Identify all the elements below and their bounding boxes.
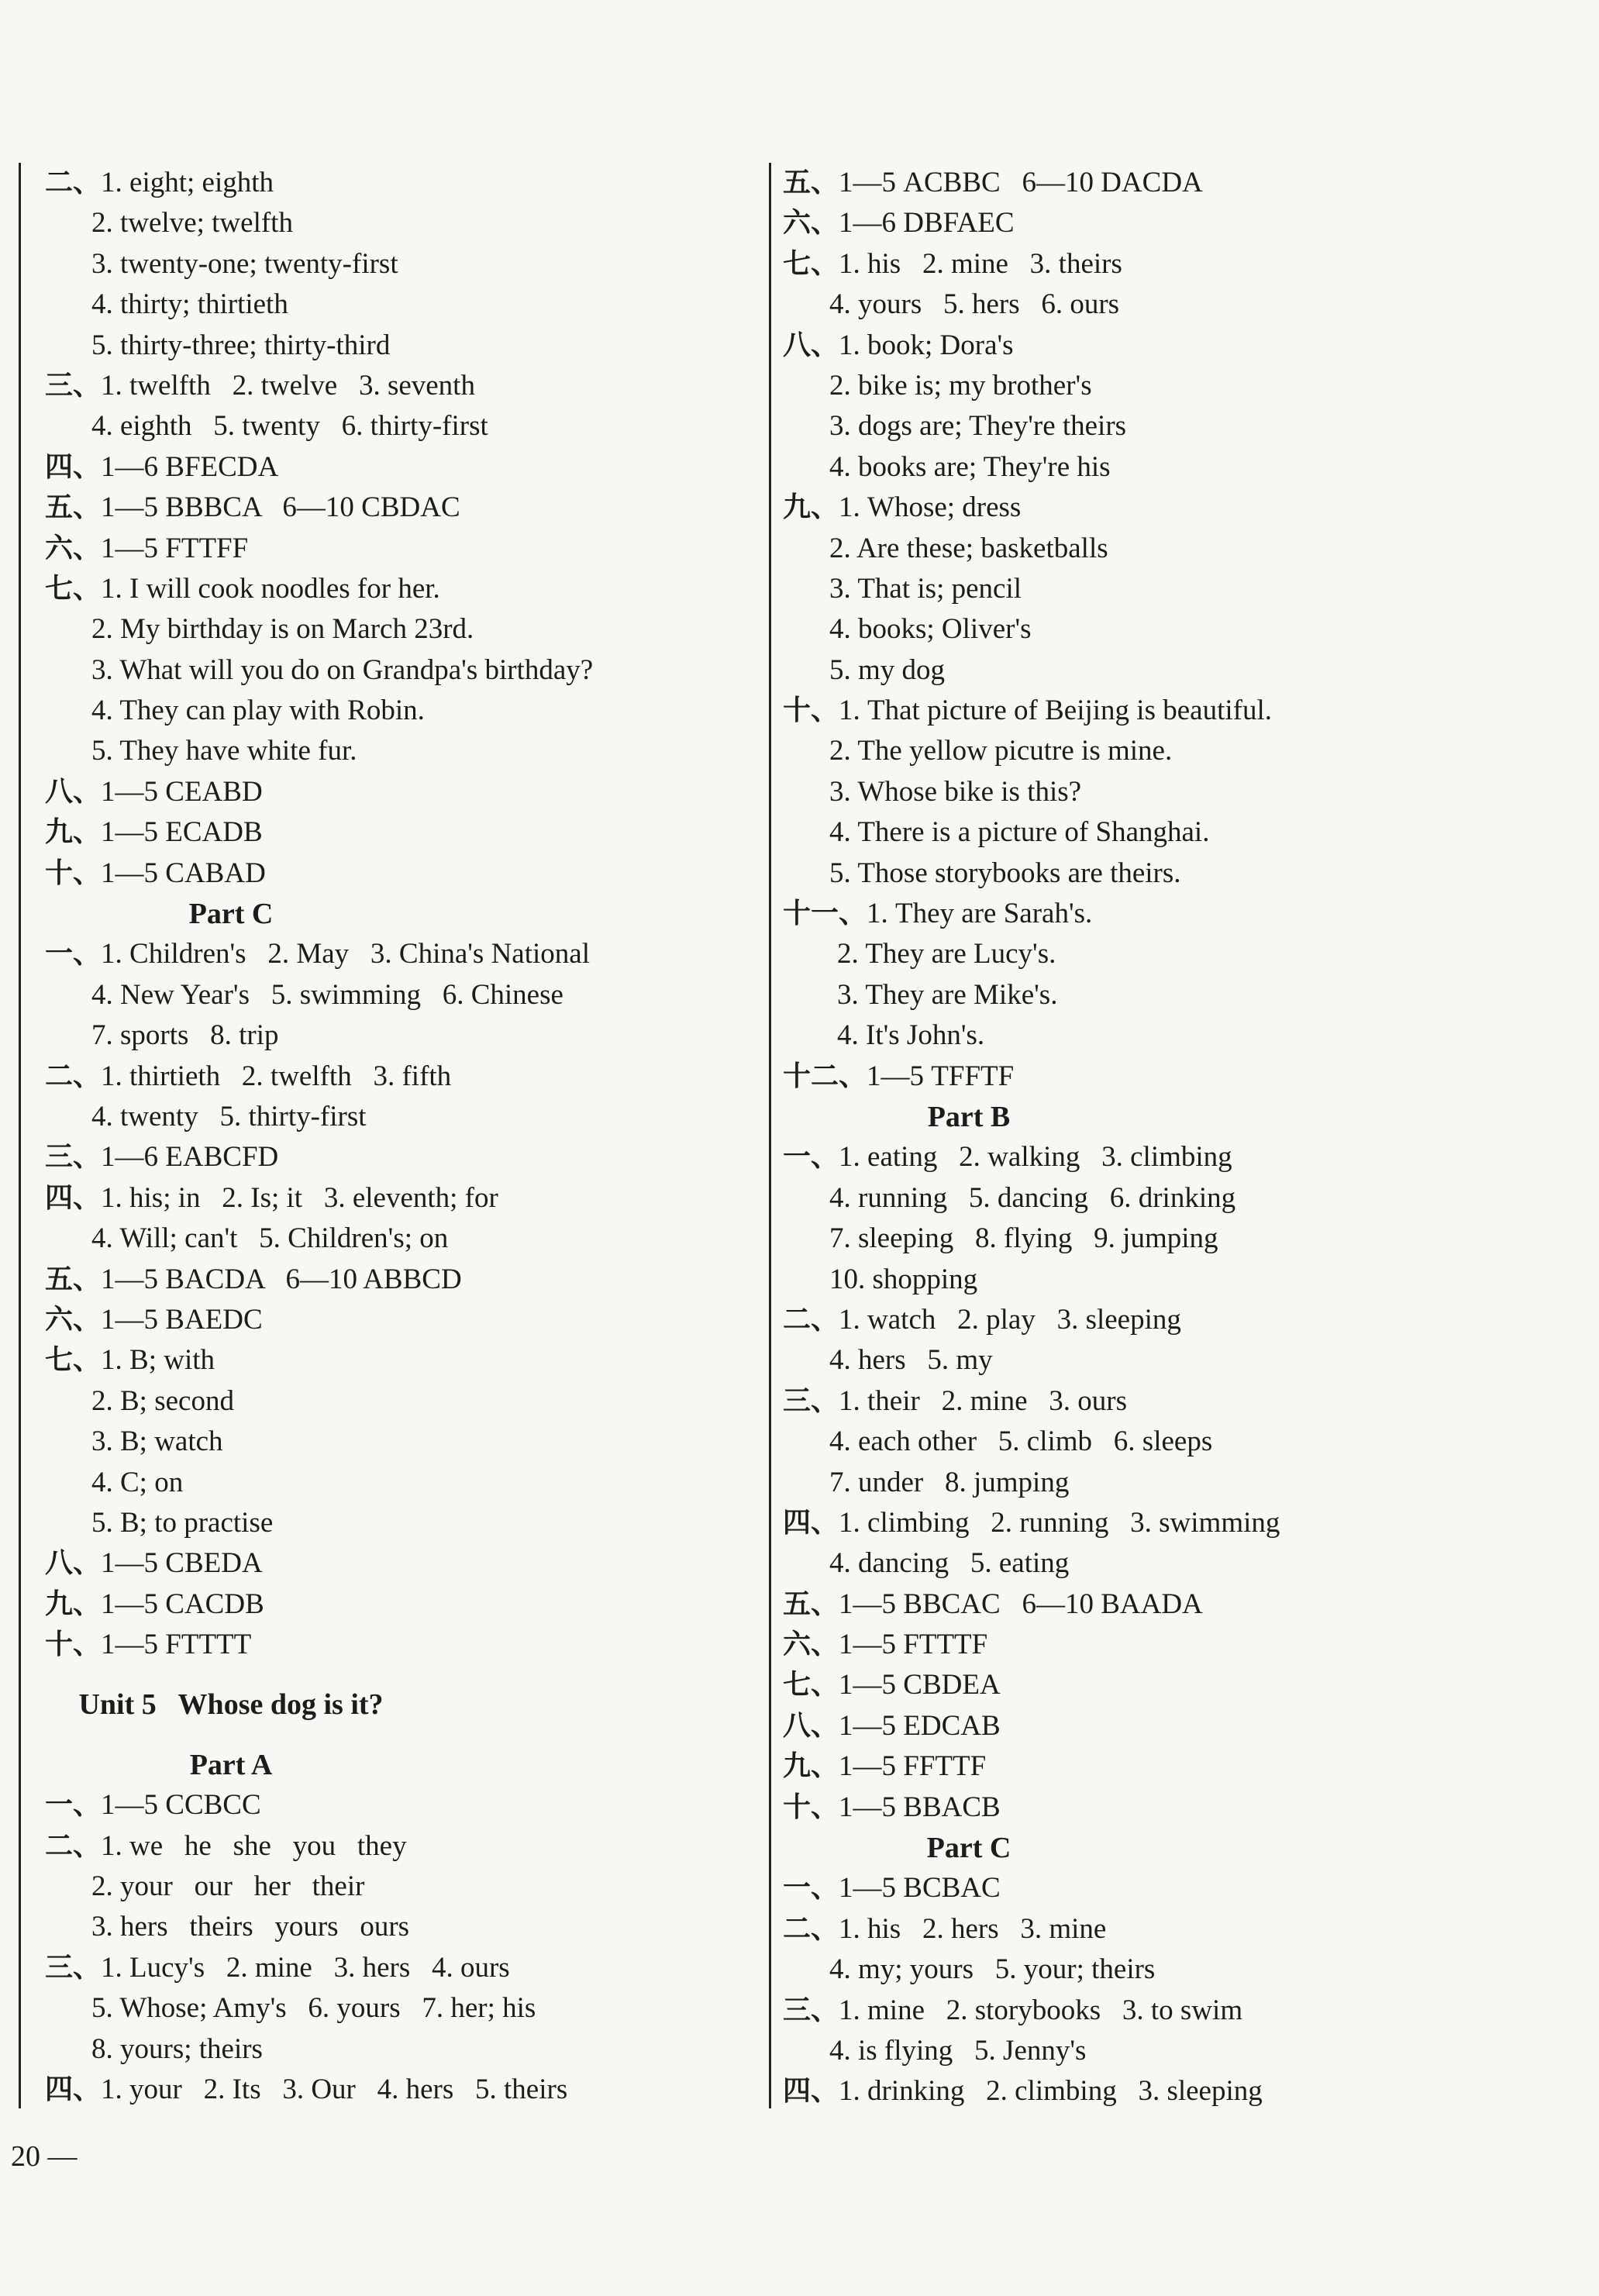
answer-line (783, 2031, 1558, 2071)
answer-line (783, 1300, 1558, 1340)
answer-line (45, 812, 743, 853)
section-heading: Part B (927, 1100, 1011, 1133)
answer-line (783, 853, 1558, 894)
answer-line (783, 1625, 1558, 1665)
answer-text: 3. They are Mike's. (837, 978, 1058, 1011)
answer-text: 4. C; on (91, 1466, 184, 1498)
answer-line (783, 366, 1558, 406)
answer-text: 1. we he she you they (101, 1829, 407, 1862)
question-number-marker: 六、 (783, 1629, 839, 1661)
section-heading: Part A (189, 1748, 273, 1781)
question-number-marker: 五、 (45, 1263, 102, 1295)
answer-line (783, 326, 1558, 366)
question-number-marker: 四、 (45, 2073, 102, 2105)
question-number-marker: 二、 (45, 167, 102, 198)
question-number-marker: 九、 (783, 491, 839, 524)
answer-line (783, 1991, 1558, 2031)
answer-text: 2. The yellow picutre is mine. (829, 735, 1173, 767)
question-number-marker: 八、 (783, 1709, 839, 1742)
answer-text: 7. under 8. jumping (829, 1466, 1070, 1498)
answer-line (45, 366, 743, 406)
answer-text: 1—6 BFECDA (101, 450, 279, 483)
answer-text: 1. his 2. mine 3. theirs (839, 247, 1122, 280)
answer-line (45, 2029, 743, 2070)
answer-line (783, 406, 1558, 446)
answer-text: 1. watch 2. play 3. sleeping (839, 1303, 1181, 1336)
answer-text: 1—5 BCBAC (839, 1872, 1001, 1905)
question-number-marker: 七、 (45, 572, 102, 605)
question-number-marker: 四、 (45, 1181, 102, 1214)
question-number-marker: 一、 (783, 1141, 839, 1174)
answer-text: 1—5 CBDEA (839, 1669, 1001, 1701)
question-number-marker: 九、 (783, 1750, 839, 1783)
answer-line (45, 1463, 743, 1503)
answer-line (45, 934, 743, 974)
question-number-marker: 七、 (783, 247, 839, 280)
answer-text: 2. They are Lucy's. (837, 938, 1056, 970)
answer-line (45, 1785, 743, 1825)
question-number-marker: 三、 (45, 369, 102, 402)
answer-text: 1—5 FTTTF (839, 1629, 988, 1661)
answer-line (783, 1909, 1558, 1950)
answer-line (783, 203, 1558, 243)
section-heading: Part C (188, 898, 274, 931)
question-number-marker: 二、 (45, 1060, 102, 1092)
answer-line (783, 609, 1558, 650)
answer-text: 1. thirtieth 2. twelfth 3. fifth (101, 1060, 452, 1092)
answer-line (45, 1219, 743, 1259)
answer-text: 5. They have white fur. (91, 735, 357, 767)
answer-text: 1. his 2. hers 3. mine (839, 1912, 1107, 1945)
question-number-marker: 八、 (783, 329, 839, 361)
answer-text: 4. yours 5. hers 6. ours (829, 288, 1120, 321)
answer-text: 1—5 ECADB (101, 816, 263, 849)
answer-text: 4. books are; They're his (829, 450, 1111, 483)
question-number-marker: 七、 (783, 1669, 839, 1701)
answer-line (783, 1788, 1558, 1828)
answer-line (45, 529, 743, 569)
answer-text: 1. drinking 2. climbing 3. sleeping (839, 2075, 1263, 2108)
answer-text: 1. Lucy's 2. mine 3. hers 4. ours (101, 1951, 510, 1984)
answer-line (45, 1625, 743, 1665)
answer-text: 4. hers 5. my (829, 1344, 993, 1377)
answer-text: 1. climbing 2. running 3. swimming (839, 1506, 1280, 1539)
question-number-marker: 四、 (783, 1506, 839, 1539)
answer-text: 1—5 BBCAC 6—10 BAADA (839, 1588, 1203, 1620)
answer-line (783, 1665, 1558, 1705)
question-number-marker: 三、 (45, 1141, 102, 1174)
answer-text: 1—6 DBFAEC (839, 207, 1015, 240)
answer-text: 4. New Year's 5. swimming 6. Chinese (91, 978, 563, 1011)
answer-text: 1. eight; eighth (101, 167, 274, 198)
answer-text: 4. is flying 5. Jenny's (829, 2034, 1087, 2067)
answer-text: 2. twelve; twelfth (91, 207, 293, 240)
answer-line (45, 1503, 743, 1543)
answer-text: 5. thirty-three; thirty-third (91, 329, 391, 361)
question-number-marker: 四、 (783, 2075, 839, 2108)
answer-line (783, 1584, 1558, 1625)
answer-text: 10. shopping (829, 1263, 978, 1295)
answer-text: 1—5 FFTTF (839, 1750, 987, 1783)
answer-text: 4. eighth 5. twenty 6. thirty-first (91, 410, 488, 443)
answer-line (45, 853, 743, 894)
answer-line (783, 1868, 1558, 1908)
answer-line (45, 731, 743, 771)
answer-text: 5. Whose; Amy's 6. yours 7. her; his (91, 1992, 536, 2025)
answer-line (45, 1907, 743, 1947)
question-number-marker: 十、 (783, 1791, 839, 1823)
answer-text: 1. mine 2. storybooks 3. to swim (839, 1994, 1243, 2026)
answer-text: 1. That picture of Beijing is beautiful. (839, 695, 1272, 727)
answer-line (45, 406, 743, 446)
answer-line (783, 1057, 1558, 1097)
question-number-marker: 八、 (45, 1547, 102, 1580)
answer-text: 4. running 5. dancing 6. drinking (829, 1181, 1236, 1214)
page-folio: 20 — (11, 2140, 78, 2173)
question-number-marker: 六、 (45, 1303, 102, 1336)
answer-text: 1. Whose; dress (839, 491, 1022, 524)
question-number-marker: 五、 (783, 1588, 839, 1620)
answer-text: 1—5 CABAD (101, 857, 266, 889)
answer-text: 4. Will; can't 5. Children's; on (91, 1222, 449, 1255)
answer-text: 1—5 BBBCA 6—10 CBDAC (101, 491, 460, 524)
question-number-marker: 十一、 (783, 898, 867, 930)
answer-line (45, 609, 743, 650)
question-number-marker: 八、 (45, 775, 102, 808)
question-number-marker: 七、 (45, 1344, 102, 1377)
answer-text: 1. book; Dora's (839, 329, 1014, 361)
question-number-marker: 十、 (45, 1629, 102, 1661)
answer-line (783, 244, 1558, 284)
answer-line (783, 2071, 1558, 2112)
question-number-marker: 六、 (45, 532, 102, 564)
answer-text: 1—5 FTTTT (101, 1629, 252, 1661)
answer-text: 4. It's John's. (837, 1019, 985, 1052)
question-number-marker: 一、 (783, 1872, 839, 1905)
answer-line (45, 1867, 743, 1907)
right-answer-column (783, 163, 1558, 2112)
answer-text: 3. What will you do on Grandpa's birthday? (91, 653, 594, 686)
answer-text: 5. Those storybooks are theirs. (829, 857, 1181, 889)
answer-text: 3. B; watch (91, 1426, 223, 1458)
answer-line (45, 772, 743, 812)
answer-text: 4. twenty 5. thirty-first (91, 1100, 367, 1132)
answer-text: 1. twelfth 2. twelve 3. seventh (101, 369, 475, 402)
answer-line (783, 569, 1558, 609)
question-number-marker: 一、 (45, 938, 102, 970)
answer-line (783, 1543, 1558, 1584)
section-gap (45, 1725, 743, 1745)
answer-line (783, 1463, 1558, 1503)
answer-line (783, 1706, 1558, 1746)
answer-text: 1. your 2. Its 3. Our 4. hers 5. theirs (101, 2073, 568, 2105)
answer-text: 3. hers theirs yours ours (91, 1911, 410, 1943)
answer-text: 1—5 CBEDA (101, 1547, 263, 1580)
answer-text: 1—5 EDCAB (839, 1709, 1001, 1742)
answer-line (783, 1381, 1558, 1422)
answer-line (45, 1948, 743, 1988)
answer-line (783, 284, 1558, 325)
answer-line (45, 1988, 743, 2029)
question-number-marker: 十、 (45, 857, 102, 889)
question-number-marker: 十、 (783, 695, 839, 727)
answer-line (783, 1340, 1558, 1381)
answer-line (783, 934, 1558, 974)
answer-line (45, 1178, 743, 1219)
answer-line (45, 1543, 743, 1584)
answer-line (45, 326, 743, 366)
left-answer-column (45, 163, 743, 2110)
answer-line (45, 1300, 743, 1340)
answer-line (45, 1260, 743, 1300)
answer-line (45, 650, 743, 691)
answer-line (45, 569, 743, 609)
answer-line (45, 1057, 743, 1097)
answer-text: 4. There is a picture of Shanghai. (829, 816, 1210, 849)
question-number-marker: 一、 (45, 1789, 102, 1822)
answer-text: 1—5 TFFTF (867, 1060, 1015, 1092)
answer-text: 1—5 BBACB (839, 1791, 1001, 1823)
question-number-marker: 五、 (783, 167, 839, 198)
answer-text: 3. dogs are; They're theirs (829, 410, 1127, 443)
center-column-rule (769, 163, 771, 2108)
answer-text: 1—5 CEABD (101, 775, 263, 808)
section-heading: Part C (926, 1832, 1011, 1865)
answer-line (45, 1422, 743, 1462)
answer-text: 7. sleeping 8. flying 9. jumping (829, 1222, 1218, 1255)
answer-line (783, 447, 1558, 488)
answer-line (783, 1015, 1558, 1056)
answer-text: 1—5 ACBBC 6—10 DACDA (839, 167, 1203, 198)
answer-line (45, 244, 743, 284)
answer-line (45, 1340, 743, 1381)
answer-line (783, 1219, 1558, 1259)
answer-line (783, 1503, 1558, 1543)
section-heading: Unit 5 Whose dog is it? (78, 1688, 384, 1722)
answer-line (45, 1584, 743, 1625)
answer-line (783, 812, 1558, 853)
answer-line (45, 1097, 743, 1137)
answer-line (783, 488, 1558, 528)
question-number-marker: 十二、 (783, 1060, 867, 1092)
question-number-marker: 二、 (783, 1303, 839, 1336)
question-number-marker: 三、 (45, 1951, 102, 1984)
answer-text: 4. books; Oliver's (829, 613, 1032, 646)
question-number-marker: 二、 (783, 1912, 839, 1945)
answer-text: 2. B; second (91, 1384, 234, 1417)
answer-line (45, 488, 743, 528)
answer-line (783, 691, 1558, 731)
answer-line (45, 975, 743, 1015)
answer-line (45, 1381, 743, 1422)
answer-text: 5. my dog (829, 653, 946, 686)
answer-text: 4. dancing 5. eating (829, 1547, 1070, 1580)
answer-text: 1—5 CACDB (101, 1588, 264, 1620)
answer-text: 1. Children's 2. May 3. China's National (101, 938, 590, 970)
answer-text: 1—5 CCBCC (101, 1789, 261, 1822)
question-number-marker: 九、 (45, 816, 102, 849)
answer-line (45, 284, 743, 325)
answer-line (783, 1137, 1558, 1177)
answer-text: 4. my; yours 5. your; theirs (829, 1953, 1156, 1986)
answer-line (783, 731, 1558, 771)
answer-line (783, 650, 1558, 691)
answer-line (783, 163, 1558, 203)
answer-text: 1. his; in 2. Is; it 3. eleventh; for (101, 1181, 498, 1214)
answer-text: 7. sports 8. trip (91, 1019, 279, 1052)
answer-text: 2. Are these; basketballs (829, 532, 1108, 564)
answer-line (45, 2070, 743, 2110)
answer-text: 1. They are Sarah's. (867, 898, 1093, 930)
answer-text: 1. eating 2. walking 3. climbing (839, 1141, 1232, 1174)
answer-line (783, 529, 1558, 569)
question-number-marker: 三、 (783, 1384, 839, 1417)
answer-text: 3. That is; pencil (829, 572, 1022, 605)
answer-line (45, 691, 743, 731)
question-number-marker: 九、 (45, 1588, 102, 1620)
answer-text: 2. My birthday is on March 23rd. (91, 613, 474, 646)
answer-line (45, 1015, 743, 1056)
answer-text: 1. B; with (101, 1344, 215, 1377)
answer-text: 1—5 BACDA 6—10 ABBCD (101, 1263, 462, 1295)
answer-text: 3. twenty-one; twenty-first (91, 247, 398, 280)
answer-line (783, 1178, 1558, 1219)
answer-text: 1—5 FTTFF (101, 532, 249, 564)
answer-text: 4. thirty; thirtieth (91, 288, 288, 321)
question-number-marker: 五、 (45, 491, 102, 524)
answer-line (45, 1137, 743, 1177)
answer-text: 1—6 EABCFD (101, 1141, 279, 1174)
answer-text: 2. your our her their (91, 1870, 365, 1903)
answer-line (783, 1746, 1558, 1787)
answer-text: 4. They can play with Robin. (91, 695, 425, 727)
answer-line (783, 1260, 1558, 1300)
answer-line (783, 975, 1558, 1015)
answer-text: 5. B; to practise (91, 1506, 274, 1539)
left-column-rule (19, 163, 21, 2108)
answer-text: 1—5 BAEDC (101, 1303, 263, 1336)
answer-text: 3. Whose bike is this? (829, 775, 1082, 808)
answer-line (783, 894, 1558, 934)
question-number-marker: 二、 (45, 1829, 102, 1862)
question-number-marker: 六、 (783, 207, 839, 240)
answer-line (783, 1950, 1558, 1990)
answer-line (45, 203, 743, 243)
answer-line (783, 1422, 1558, 1462)
section-gap (45, 1665, 743, 1684)
answer-text: 8. yours; theirs (91, 2032, 263, 2065)
answer-text: 4. each other 5. climb 6. sleeps (829, 1426, 1213, 1458)
answer-text: 1. their 2. mine 3. ours (839, 1384, 1128, 1417)
answer-line (45, 1826, 743, 1867)
answer-text: 2. bike is; my brother's (829, 369, 1092, 402)
question-number-marker: 四、 (45, 450, 102, 483)
answer-line (45, 447, 743, 488)
question-number-marker: 三、 (783, 1994, 839, 2026)
answer-text: 1. I will cook noodles for her. (101, 572, 440, 605)
answer-line (45, 163, 743, 203)
answer-line (783, 772, 1558, 812)
